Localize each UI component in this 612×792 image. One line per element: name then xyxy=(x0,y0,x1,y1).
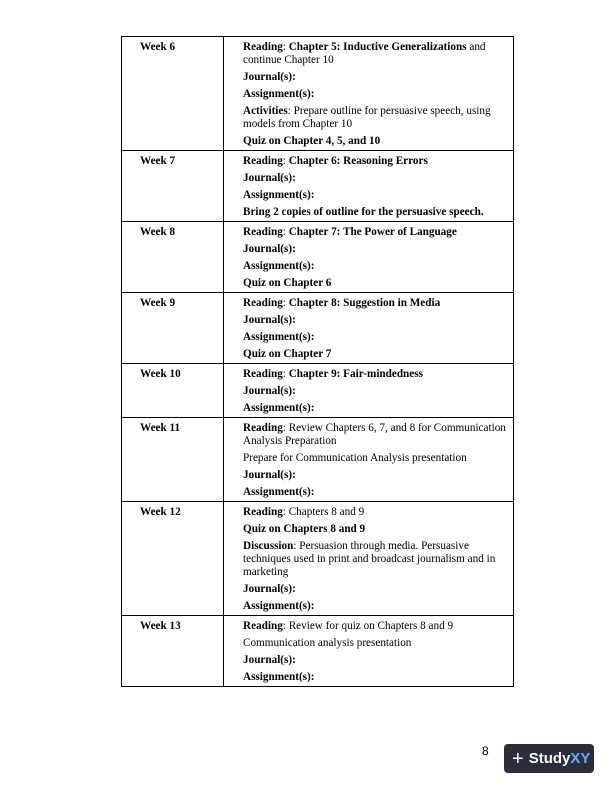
content-line xyxy=(243,637,507,650)
content-line xyxy=(243,348,507,361)
week-label: Week 7 xyxy=(122,151,224,222)
line-label: Quiz on Chapter 7 xyxy=(243,348,332,360)
content-line xyxy=(243,402,507,415)
content-line xyxy=(243,172,507,185)
week-label: Week 9 xyxy=(122,293,224,364)
content-line xyxy=(243,486,507,499)
line-label: Discussion xyxy=(243,540,294,552)
content-line xyxy=(243,671,507,684)
line-separator: : xyxy=(282,297,289,309)
content-line xyxy=(243,297,507,310)
line-text: Chapters 8 and 9 xyxy=(288,506,365,518)
content-line xyxy=(243,452,507,465)
line-text: Review for quiz on Chapters 8 and 9 xyxy=(288,620,454,632)
line-label: Activities xyxy=(243,105,288,117)
line-bold-text: Chapter 8: Suggestion in Media xyxy=(288,297,441,309)
line-label: Reading xyxy=(243,226,283,238)
logo-text-suffix: XY xyxy=(570,750,591,767)
line-label: Assignment(s): xyxy=(243,260,315,272)
line-label: Journal(s): xyxy=(243,71,296,83)
line-label: Journal(s): xyxy=(243,243,296,255)
line-label: Journal(s): xyxy=(243,385,296,397)
line-bold-text: Chapter 7: The Power of Language xyxy=(288,226,457,238)
week-content xyxy=(224,418,514,502)
content-line xyxy=(243,105,507,131)
schedule-row xyxy=(122,293,514,364)
schedule-row xyxy=(122,37,514,151)
line-separator: : xyxy=(282,155,289,167)
content-line xyxy=(243,314,507,327)
week-content xyxy=(224,293,514,364)
schedule-row xyxy=(122,222,514,293)
schedule-body xyxy=(122,37,514,687)
line-label: Quiz on Chapters 8 and 9 xyxy=(243,523,366,535)
line-separator: : xyxy=(282,41,289,53)
line-text: Persuasion through media. Persuasive techniques used in print and broadcast journalism and in marketing xyxy=(243,540,496,578)
logo-text-prefix: Study xyxy=(528,750,571,767)
content-line xyxy=(243,41,507,67)
week-content xyxy=(224,616,514,687)
content-line xyxy=(243,88,507,101)
week-content xyxy=(224,222,514,293)
line-text: Prepare for Communication Analysis presentation xyxy=(243,452,467,464)
week-label: Week 12 xyxy=(122,502,224,616)
line-bold-text: Chapter 9: Fair-mindedness xyxy=(288,368,423,380)
line-label: Reading xyxy=(243,620,283,632)
line-separator: : xyxy=(287,105,294,117)
content-line xyxy=(243,71,507,84)
content-line xyxy=(243,385,507,398)
line-label: Journal(s): xyxy=(243,172,296,184)
week-label: Week 6 xyxy=(122,37,224,151)
week-content xyxy=(224,37,514,151)
line-label: Reading xyxy=(243,368,283,380)
content-line xyxy=(243,506,507,519)
line-label: Assignment(s): xyxy=(243,486,315,498)
line-separator: : xyxy=(282,226,289,238)
line-label: Journal(s): xyxy=(243,314,296,326)
content-line xyxy=(243,540,507,579)
line-label: Journal(s): xyxy=(243,469,296,481)
line-separator: : xyxy=(282,620,289,632)
line-label: Journal(s): xyxy=(243,654,296,666)
content-line xyxy=(243,243,507,256)
line-separator: : xyxy=(282,506,289,518)
line-label: Assignment(s): xyxy=(243,402,315,414)
line-label: Reading xyxy=(243,41,283,53)
line-label: Assignment(s): xyxy=(243,88,315,100)
content-line xyxy=(243,277,507,290)
line-label: Journal(s): xyxy=(243,583,296,595)
line-label: Quiz on Chapter 4, 5, and 10 xyxy=(243,135,381,147)
schedule-row xyxy=(122,418,514,502)
content-line xyxy=(243,654,507,667)
course-schedule-table xyxy=(121,36,514,687)
content-line xyxy=(243,189,507,202)
content-line xyxy=(243,206,507,219)
week-content xyxy=(224,364,514,418)
line-bold-text: Chapter 5: Inductive Generalizations xyxy=(288,41,467,53)
line-separator: : xyxy=(293,540,300,552)
line-label: Reading xyxy=(243,155,283,167)
line-label: Reading xyxy=(243,506,283,518)
line-label: Assignment(s): xyxy=(243,189,315,201)
line-label: Assignment(s): xyxy=(243,600,315,612)
content-line xyxy=(243,135,507,148)
content-line xyxy=(243,620,507,633)
week-content xyxy=(224,151,514,222)
line-label: Quiz on Chapter 6 xyxy=(243,277,332,289)
content-line xyxy=(243,583,507,596)
content-line xyxy=(243,226,507,239)
content-line xyxy=(243,469,507,482)
content-line xyxy=(243,331,507,344)
week-label: Week 10 xyxy=(122,364,224,418)
content-line xyxy=(243,260,507,273)
line-label: Reading xyxy=(243,422,283,434)
week-label: Week 8 xyxy=(122,222,224,293)
line-text: Prepare outline for persuasive speech, using models from Chapter 10 xyxy=(243,105,491,130)
line-label: Reading xyxy=(243,297,283,309)
line-bold-text: Chapter 6: Reasoning Errors xyxy=(288,155,428,167)
week-label: Week 11 xyxy=(122,418,224,502)
content-line xyxy=(243,600,507,613)
schedule-row xyxy=(122,364,514,418)
line-text: Communication analysis presentation xyxy=(243,637,412,649)
line-separator: : xyxy=(282,422,289,434)
schedule-row xyxy=(122,616,514,687)
content-line xyxy=(243,523,507,536)
line-label: Bring 2 copies of outline for the persuasive speech. xyxy=(243,206,484,218)
line-separator: : xyxy=(282,368,289,380)
line-label: Assignment(s): xyxy=(243,671,315,683)
line-text: and continue Chapter 10 xyxy=(243,41,486,66)
plus-icon: + xyxy=(512,747,524,770)
week-label: Week 13 xyxy=(122,616,224,687)
content-line xyxy=(243,368,507,381)
line-text: Review Chapters 6, 7, and 8 for Communication Analysis Preparation xyxy=(243,422,506,447)
studyxy-logo[interactable] xyxy=(504,744,594,773)
page-number: 8 xyxy=(482,744,489,758)
week-content xyxy=(224,502,514,616)
content-line xyxy=(243,155,507,168)
schedule-row xyxy=(122,502,514,616)
content-line xyxy=(243,422,507,448)
line-label: Assignment(s): xyxy=(243,331,315,343)
schedule-row xyxy=(122,151,514,222)
